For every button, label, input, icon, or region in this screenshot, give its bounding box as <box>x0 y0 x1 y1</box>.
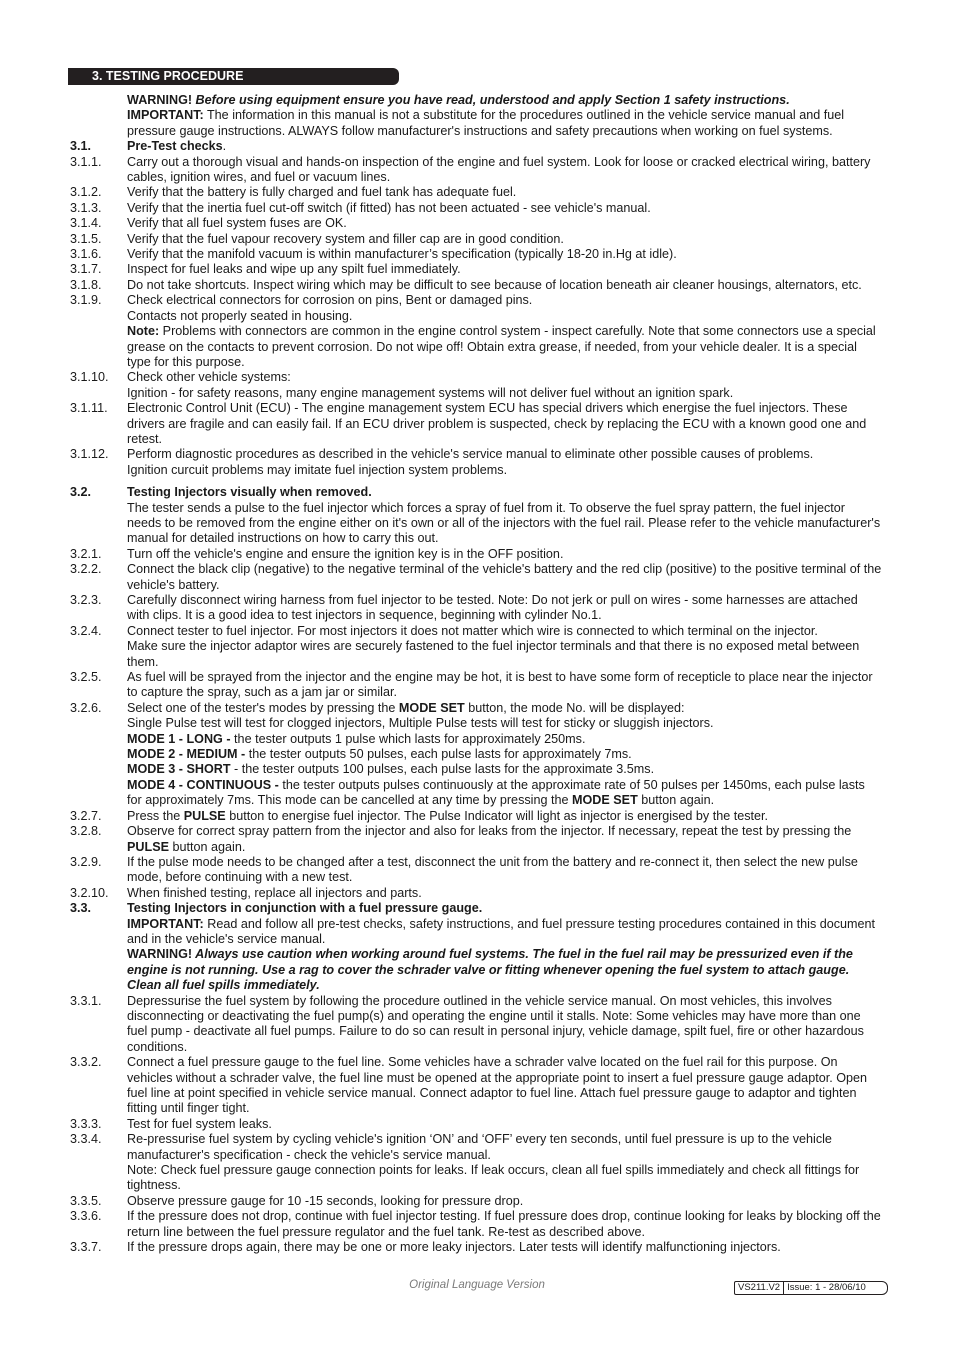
item-number: 3.1.10. <box>70 370 109 385</box>
item-text: If the pressure does not drop, continue with fuel injector testing. If fuel pressure does drop, continue looking for leaks by blocking off the return line between the fuel pressure regulator and the fuel tank. Re-test as described above. <box>127 1209 881 1239</box>
section-3-3-heading <box>70 901 882 916</box>
item-text: Do not take shortcuts. Inspect wiring which may be difficult to see because of location beneath air cleaner housings, alternators, etc. <box>127 277 862 292</box>
list-item <box>70 1132 882 1163</box>
list-item <box>70 562 882 593</box>
item-number: 3.1.7. <box>70 262 102 277</box>
item-text: The tester sends a pulse to the fuel injector which forces a spray of fuel from it. To observe the fuel spray pattern, the fuel injector needs to be removed from the engine either on it's own or all of the injectors with the fuel rail. Please refer to the vehicle manufacturer's manual for detailed instructions on how to carry this out. <box>127 500 881 546</box>
important-label: IMPORTANT: <box>127 916 204 931</box>
pulse-label: PULSE <box>127 839 169 854</box>
list-item <box>70 1194 882 1209</box>
list-item <box>70 232 882 247</box>
mode-text: the tester outputs 50 pulses, each pulse lasts for approximately 7ms. <box>245 747 632 762</box>
item-number: 3.3.5. <box>70 1193 102 1208</box>
item-number: 3.2.9. <box>70 854 102 869</box>
item-number: 3.1.4. <box>70 216 102 231</box>
item-number: 3.1.12. <box>70 447 109 462</box>
model-number: VS211.V2 <box>735 1282 784 1294</box>
mode-set-label: MODE SET <box>571 793 638 808</box>
item-number: 3.1.1. <box>70 154 102 169</box>
mode-4 <box>70 778 882 809</box>
section-number: 3.2. <box>70 485 92 500</box>
section-header: 3. TESTING PROCEDURE <box>68 68 399 85</box>
list-item <box>70 994 882 1056</box>
item-text: Connect tester to fuel injector. For most injectors it does not matter which wire is connected to which terminal on the injector. <box>127 623 818 638</box>
list-item <box>70 824 882 855</box>
list-item <box>70 624 882 639</box>
section-number: 3.1. <box>70 139 92 154</box>
mode-label: MODE 1 - LONG - <box>127 731 231 746</box>
mode-label: MODE 4 - CONTINUOUS - <box>127 777 279 792</box>
section-title: Testing Injectors visually when removed. <box>127 485 372 500</box>
item-text: Contacts not properly seated in housing. <box>127 308 353 323</box>
item-text: Ignition - for safety reasons, many engine management systems will not deliver fuel without an ignition spark. <box>127 385 734 400</box>
s33-list <box>70 994 882 1163</box>
item-text: Ignition curcuit problems may imitate fuel injection system problems. <box>127 462 508 477</box>
section-title: Testing Injectors in conjunction with a fuel pressure gauge. <box>127 901 483 916</box>
item-number: 3.1.2. <box>70 185 102 200</box>
list-item <box>70 370 882 385</box>
item-text: button to energise fuel injector. The Pulse Indicator will light as injector is energised by the tester. <box>225 808 769 823</box>
list-item <box>70 501 882 547</box>
item-text: Carefully disconnect wiring harness from fuel injector to be tested. Note: Do not jerk or pull on wires - some harnesses are attached with clips. It is a good idea to test injectors in sequence, beginning with cylinder No.1. <box>127 593 858 623</box>
list-item <box>70 386 882 401</box>
list-item <box>70 401 882 447</box>
list-item <box>70 701 882 716</box>
footer-version-box <box>734 1281 888 1295</box>
mode-text: the tester outputs pulses continuously at the approximate rate of 50 pulses per 1450ms, each pulse lasts for approximately 7ms. This mode can be cancelled at any time by pressing the <box>127 777 865 808</box>
section-number: 3.3. <box>70 901 92 916</box>
item-text: Inspect for fuel leaks and wipe up any spilt fuel immediately. <box>127 262 461 277</box>
item-number: 3.2.2. <box>70 562 102 577</box>
item-text: button again. <box>169 839 246 854</box>
list-item <box>70 201 882 216</box>
item-text: Electronic Control Unit (ECU) - The engine management system ECU has special drivers which energise the fuel injectors. These drivers are fragile and can easily fail. If an ECU driver problem is suspected, check by replacing the ECU with a known good one and retest. <box>127 401 867 446</box>
item-text: If the pulse mode needs to be changed after a test, disconnect the unit from the battery and re-connect it, then select the new pulse mode, before continuing with a new test. <box>127 854 858 885</box>
item-number: 3.1.6. <box>70 247 102 262</box>
mode-text: the tester outputs 1 pulse which lasts for approximately 250ms. <box>230 731 586 746</box>
intro-warning <box>70 93 882 108</box>
item-number: 3.2.10. <box>70 885 109 900</box>
list-item <box>70 1209 882 1240</box>
intro-important <box>70 108 882 139</box>
list-item <box>70 809 882 824</box>
list-item <box>70 324 882 370</box>
item-text: Carry out a thorough visual and hands-on inspection of the engine and fuel system. Look for loose or cracked electrical wiring, battery cables, ignition wires, and fuel or vacuum lines. <box>127 154 871 185</box>
note-text: Problems with connectors are common in the engine control system - inspect carefully. Note that some connectors use a special grease on the contacts to prevent corrosion. Do not wipe off! Obtain extra grease, if needed, from your vehicle dealer. It is a special type for this purpose. <box>127 324 876 369</box>
item-text: Check other vehicle systems: <box>127 370 291 385</box>
s33-list-2 <box>70 1194 882 1256</box>
list-item <box>70 670 882 701</box>
item-number: 3.3.2. <box>70 1055 102 1070</box>
item-number: 3.1.8. <box>70 277 102 292</box>
mode-3 <box>70 762 882 777</box>
list-item <box>70 886 882 901</box>
list-item <box>70 185 882 200</box>
section-title: Pre-Test checks <box>127 139 223 154</box>
list-item <box>70 1163 882 1194</box>
list-item <box>70 855 882 886</box>
list-item <box>70 716 882 731</box>
section-3-2-heading <box>70 485 882 500</box>
warning-label: WARNING! <box>127 93 193 107</box>
item-text: Press the <box>127 808 184 823</box>
item-number: 3.2.1. <box>70 546 102 561</box>
item-number: 3.2.5. <box>70 670 102 685</box>
item-number: 3.1.11. <box>70 401 108 416</box>
list-item <box>70 1117 882 1132</box>
list-item <box>70 293 882 308</box>
item-text: Single Pulse test will test for clogged injectors, Multiple Pulse tests will test for sticky or sluggish injectors. <box>127 716 714 731</box>
document-body <box>70 93 882 1255</box>
list-item <box>70 309 882 324</box>
item-text: Connect the black clip (negative) to the negative terminal of the vehicle's battery and the red clip (positive) to the positive terminal of the vehicle's battery. <box>127 562 882 592</box>
item-text: Test for fuel system leaks. <box>127 1116 272 1131</box>
mode-label: MODE 3 - SHORT <box>127 762 231 777</box>
list-item <box>70 547 882 562</box>
item-text: Verify that the inertia fuel cut-off switch (if fitted) has not been actuated - see vehicle's manual. <box>127 200 651 215</box>
pulse-label: PULSE <box>183 808 226 823</box>
item-text: Connect a fuel pressure gauge to the fuel line. Some vehicles have a schrader valve located on the fuel rail for this purpose. On vehicles without a schrader valve, the fuel line must be opened at the appropriate point to insert a fuel pressure gauge adaptor. Open fuel line at point specified in vehicle service manual. Connect adaptor to fuel line. Attach fuel pressure gauge to adaptor and tighten fitting until finger tight. <box>127 1055 867 1116</box>
important-label: IMPORTANT: <box>127 108 204 123</box>
item-text: Depressurise the fuel system by following the procedure outlined in the vehicle service manual. On most vehicles, this involves disconnecting or deactivating the fuel pump(s) and operating the engine until it stalls. Note: Some vehicles may have more than one fuel pump - deactivate all fuel pumps. Failure to do so can result in personal injury, vehicle damage, spilt fuel, fire or other hazardous conditions. <box>127 993 864 1054</box>
mode-text: - the tester outputs 100 pulses, each pulse lasts for the approximate 3.5ms. <box>230 762 655 777</box>
list-item <box>70 463 882 478</box>
list-item <box>70 278 882 293</box>
item-text: Observe pressure gauge for 10 -15 seconds, looking for pressure drop. <box>127 1193 524 1208</box>
mode-set-label: MODE SET <box>398 700 465 715</box>
item-number: 3.3.3. <box>70 1116 102 1131</box>
item-number: 3.3.1. <box>70 993 102 1008</box>
list-item <box>70 155 882 186</box>
mode-text: button again. <box>637 793 715 808</box>
mode-2 <box>70 747 882 762</box>
mode-1 <box>70 732 882 747</box>
s33-warning <box>70 947 882 993</box>
warning-text: Always use caution when working around fuel systems. The fuel in the fuel rail may be pressurized even if the engine is not running. Use a rag to cover the schrader valve or fitting whenever opening the fuel system to attach gauge. Clean all fuel spills immediately. <box>127 947 853 993</box>
item-text: Check electrical connectors for corrosion on pins, Bent or damaged pins. <box>127 293 533 308</box>
item-text: Perform diagnostic procedures as described in the vehicle's service manual to eliminate other possible causes of problems. <box>127 447 814 462</box>
s33-important <box>70 917 882 948</box>
item-text: As fuel will be sprayed from the injector and the engine may be hot, it is best to have some form of recepticle to place near the injector to capture the spray, such as a jam jar or similar. <box>127 670 873 700</box>
list-item <box>70 262 882 277</box>
item-text: Select one of the tester's modes by pressing the <box>127 700 399 715</box>
warning-label: WARNING! <box>127 947 193 962</box>
list-item <box>70 1240 882 1255</box>
item-number: 3.3.6. <box>70 1209 102 1224</box>
item-text: When finished testing, replace all injectors and parts. <box>127 885 422 900</box>
mode-label: MODE 2 - MEDIUM - <box>127 747 246 762</box>
section-3-1-heading: 3.1. Pre-Test checks. <box>70 139 227 154</box>
warning-text: Before using equipment ensure you have read, understood and apply Section 1 safety instructions. <box>192 93 790 107</box>
item-number: 3.2.4. <box>70 623 102 638</box>
item-text: Verify that the fuel vapour recovery system and filler cap are in good condition. <box>127 231 564 246</box>
list-item <box>70 447 882 462</box>
list-item <box>70 593 882 624</box>
item-number: 3.1.9. <box>70 293 102 308</box>
item-number: 3.3.4. <box>70 1132 102 1147</box>
item-text: Verify that the battery is fully charged and fuel tank has adequate fuel. <box>127 185 517 200</box>
list-item <box>70 639 882 670</box>
item-number: 3.2.8. <box>70 824 102 839</box>
item-text: Make sure the injector adaptor wires are securely fastened to the fuel injector terminals and that there is no exposed metal between them. <box>127 639 860 669</box>
issue-date: Issue: 1 - 28/06/10 <box>787 1282 866 1293</box>
list-item <box>70 247 882 262</box>
important-text: Read and follow all pre-test checks, safety instructions, and fuel pressure testing procedures contained in this document and in the vehicle's service manual. <box>127 916 876 946</box>
item-text: Verify that the manifold vacuum is within manufacturer’s specification (typically 18-20 in.Hg at idle). <box>127 247 677 262</box>
item-number: 3.2.6. <box>70 700 102 715</box>
item-number: 3.1.3. <box>70 200 102 215</box>
list-item <box>70 216 882 231</box>
item-text: button, the mode No. will be displayed: <box>464 700 685 715</box>
item-text: Re-pressurise fuel system by cycling vehicle's ignition ‘ON’ and ‘OFF’ every ten seconds, until fuel pressure is up to the vehicle manufacturer's specification - check the vehicle's service manual. <box>127 1132 832 1162</box>
item-number: 3.2.7. <box>70 808 102 823</box>
item-text: Note: Check fuel pressure gauge connection points for leaks. If leak occurs, clean all fuel spills immediately and check all fittings for tightness. <box>127 1163 860 1193</box>
item-number: 3.3.7. <box>70 1240 102 1255</box>
item-text: Observe for correct spray pattern from the injector and also for leaks from the injector. If necessary, repeat the test by pressing the <box>127 824 852 839</box>
item-text: Turn off the vehicle's engine and ensure the ignition key is in the OFF position. <box>127 546 564 561</box>
s31-list <box>70 155 882 309</box>
item-number: 3.2.3. <box>70 593 102 607</box>
important-text: The information in this manual is not a substitute for the procedures outlined in the vehicle service manual and fuel pressure gauge instructions. ALWAYS follow manufacturer's instructions and safety precautions when working on fuel systems. <box>127 108 845 138</box>
item-text: Verify that all fuel system fuses are OK. <box>127 216 347 231</box>
list-item <box>70 1055 882 1117</box>
note-label: Note: <box>127 324 160 339</box>
footer-language: Original Language Version <box>409 1279 545 1291</box>
item-text: If the pressure drops again, there may be one or more leaky injectors. Later tests will identify malfunctioning injectors. <box>127 1240 781 1255</box>
item-number: 3.1.5. <box>70 231 102 246</box>
